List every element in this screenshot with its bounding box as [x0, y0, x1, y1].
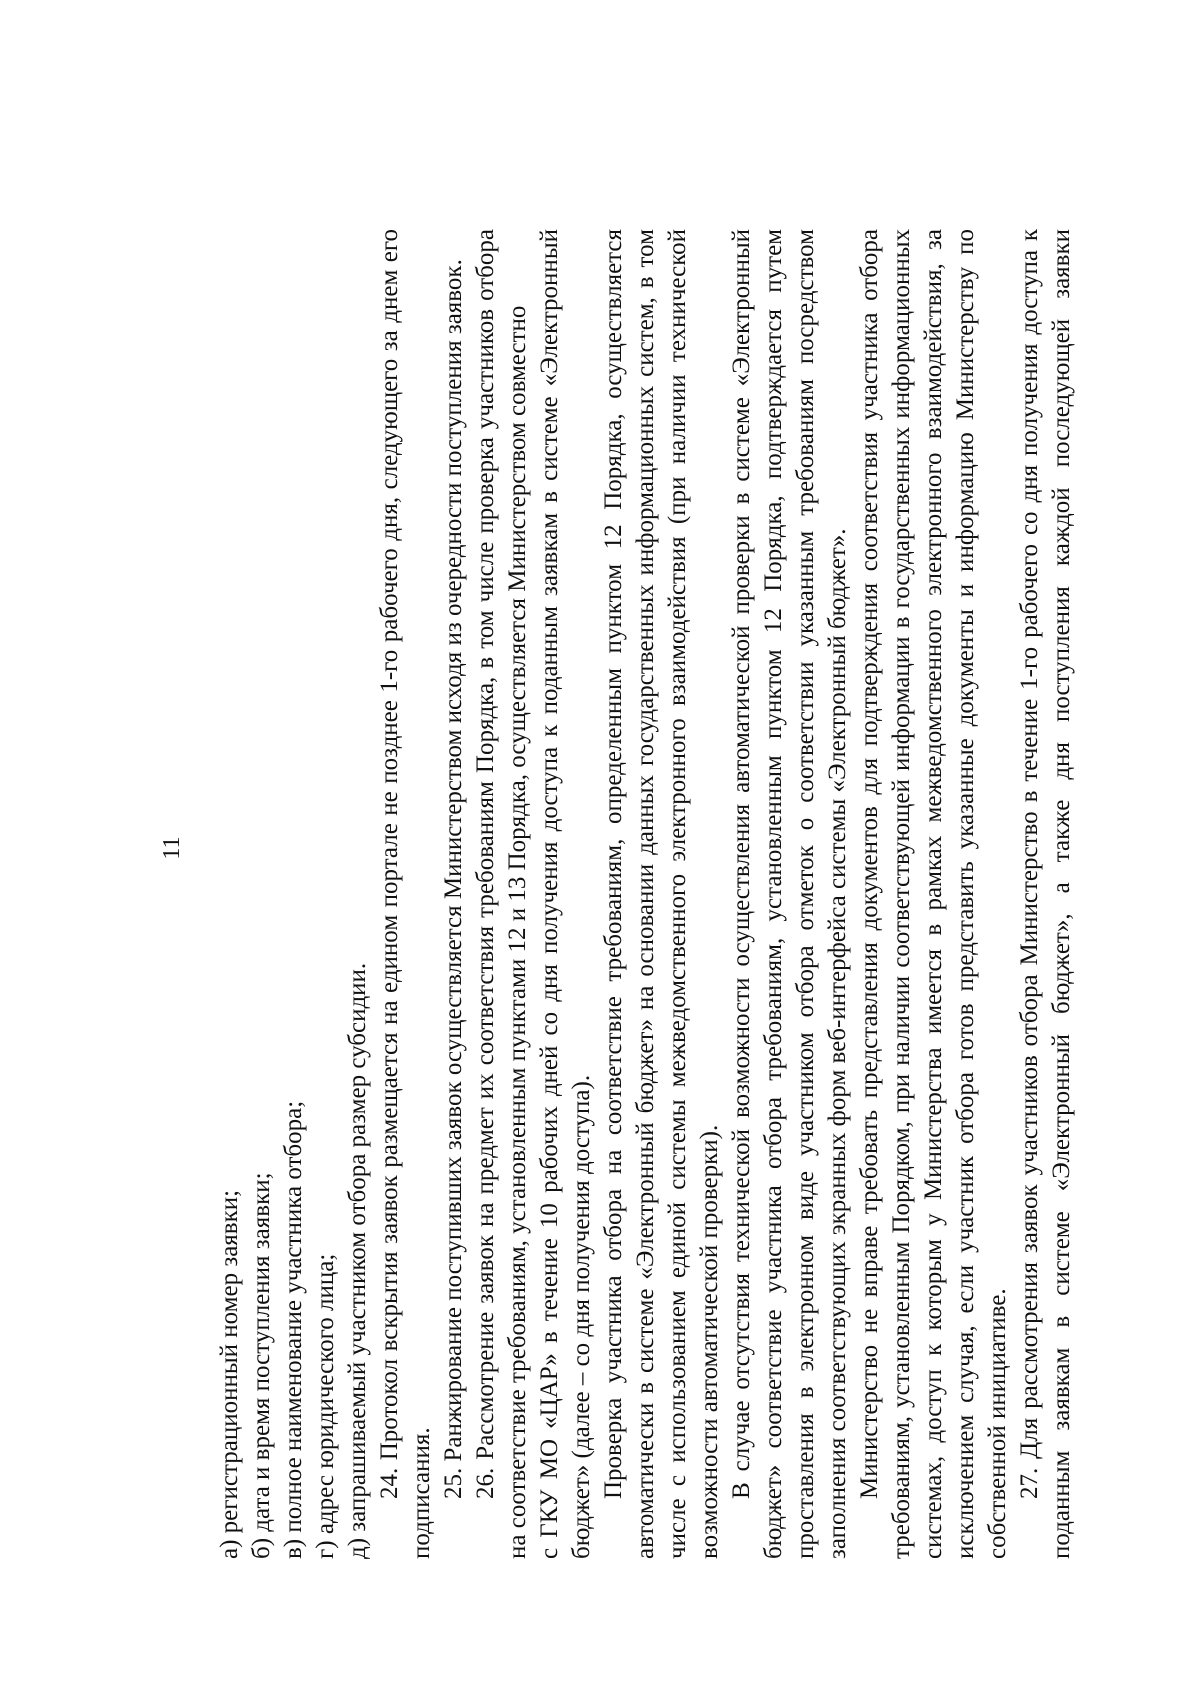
page-number: 11	[159, 836, 185, 860]
list-item-legal-address: г) адрес юридического лица;	[312, 1253, 339, 1559]
list-item-registration-number: а) регистрационный номер заявки;	[216, 1189, 243, 1559]
paragraph-24: 24. Протокол вскрытия заявок размещается на едином портале не позднее 1-го рабочего дня, следующего за днем его подписания.	[376, 229, 435, 1559]
paragraph-27: 27. Для рассмотрения заявок участников отбора Министерство в течение 1-го рабочего со дня получения доступа к поданным заявкам в системе «Электронный бюджет», а также дня поступления каждой последующей заявки	[1016, 229, 1075, 1559]
document-body	[214, 229, 1078, 1559]
list-item-full-name: в) полное наименование участника отбора;	[280, 1100, 307, 1559]
paragraph-26: 26. Рассмотрение заявок на предмет их соответствия требованиям Порядка, в том числе проверка участников отбора на соответствие требованиям, установленным пунктами 12 и 13 Порядка, осуществляется Министерством совместно	[472, 229, 531, 1559]
paragraph-ministry-not-entitled: Министерство не вправе требовать представления документов для подтверждения соответствия участника отбора требованиям, установленным Порядком, при наличии соответствующей информации в государственных информационных системах, доступ к которым у Министерства имеется в рамках межведомственного электронного взаимодействия, за исключением случая, если участник отбора готов представить указанные документы и информацию Министерству по собственной инициативе.	[856, 229, 1011, 1559]
list-item-date-time: б) дата и время поступления заявки;	[248, 1172, 275, 1559]
rotated-page-content	[150, 53, 1075, 1643]
paragraph-automatic-check: Проверка участника отбора на соответствие требованиям, определенным пунктом 12 Порядка, осуществляется автоматически в системе «Электронный бюджет» на основании данных государственных информационных систем, в том числе с использованием единой системы межведомственного электронного взаимодействия (при наличии технической возможности автоматической проверки).	[600, 229, 723, 1559]
paragraph-25: 25. Ранжирование поступивших заявок осуществляется Министерством исходя из очередности поступления заявок.	[440, 259, 467, 1499]
paragraph-26-continued: с ГКУ МО «ЦАР» в течение 10 рабочих дней со дня получения доступа к поданным заявкам в системе «Электронный бюджет» (далее – со дня получения доступа).	[536, 229, 595, 1559]
paragraph-no-technical-possibility: В случае отсутствия технической возможности осуществления автоматической проверки в системе «Электронный бюджет» соответствие участника отбора требованиям, установленным пунктом 12 Порядка, подтверждается путем проставления в электронном виде участником отбора отметок о соответствии указанным требованиям посредством заполнения соответствующих экранных форм веб-интерфейса системы «Электронный бюджет».	[728, 229, 851, 1559]
list-item-subsidy-amount: д) запрашиваемый участником отбора размер субсидии.	[344, 962, 371, 1559]
